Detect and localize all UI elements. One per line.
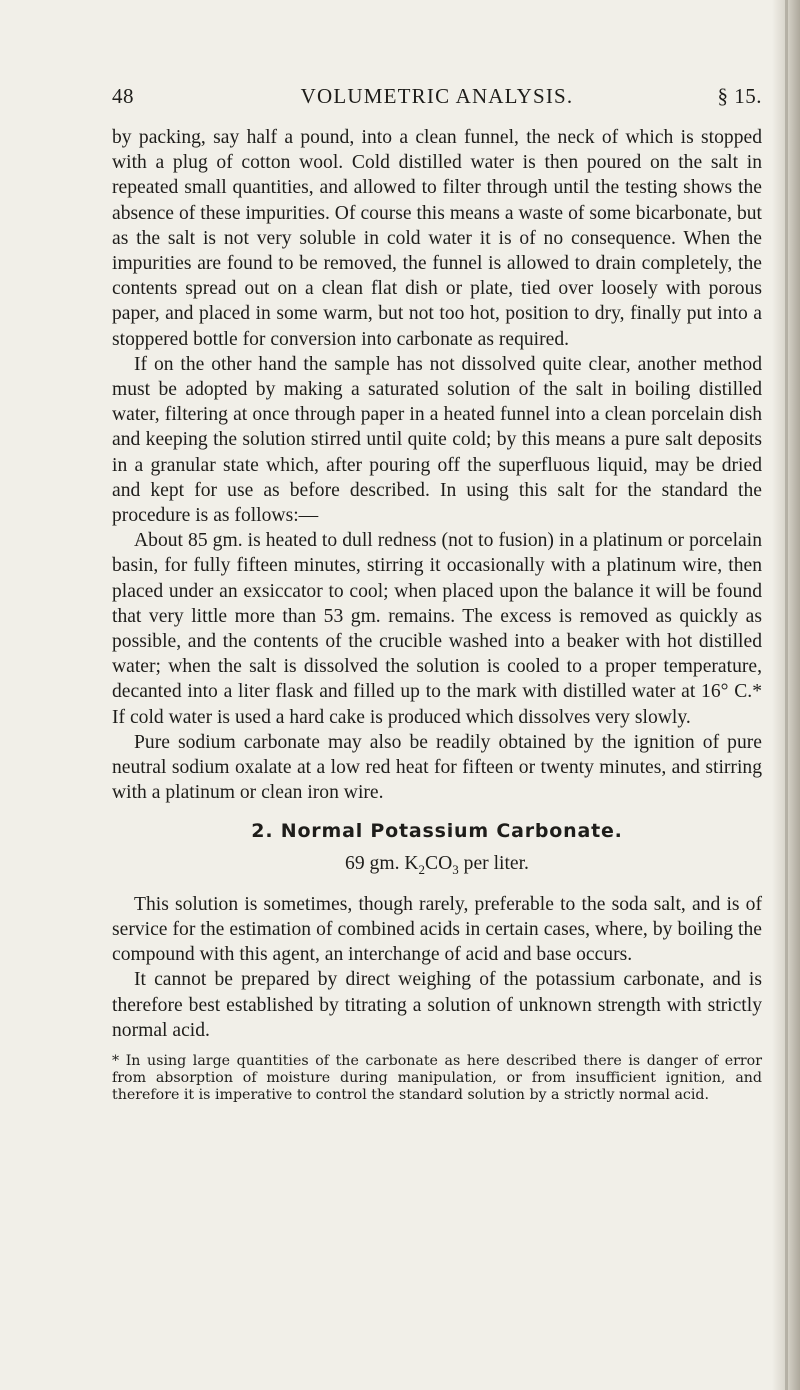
paragraph-potassium-prep: It cannot be prepared by direct weighing of the potassium carbonate, and is therefore best established by titrating a solution of unknown strength with strictly normal acid.	[112, 969, 762, 1041]
formula-suffix: per liter.	[458, 852, 529, 874]
paragraph-potassium-use: This solution is sometimes, though rarely, preferable to the soda salt, and is of service for the estimation of combined acids in certain cases, where, by boiling the compound with this agent, an interchange of acid and base occurs.	[112, 893, 762, 966]
formula-subscript-2: 2	[418, 861, 426, 877]
page-body	[112, 125, 762, 1104]
footnote: * In using large quantities of the carbonate as here described there is danger of error from absorption of moisture during manipulation, or from insufficient ignition, and therefore it is imperative to control the standard solution by a strictly normal acid.	[112, 1053, 762, 1104]
running-title: VOLUMETRIC ANALYSIS.	[300, 84, 574, 108]
page-number: 48	[112, 84, 134, 108]
paragraph-continuation: by packing, say half a pound, into a clean funnel, the neck of which is stopped with a plug of cotton wool. Cold distilled water is then poured on the salt in repeated small quantities, and allowed to filter through until the testing shows the absence of these impurities. Of course this means a waste of some bicarbonate, but as the salt is not very soluble in cold water it is of no consequence. When the impurities are found to be removed, the funnel is allowed to drain completely, the contents spread out on a clean flat dish or plate, tied over loosely with porous paper, and placed in some warm, but not too hot, position to dry, finally put into a stoppered bottle for conversion into carbonate as required.	[112, 127, 762, 350]
section-number: § 15.	[717, 84, 762, 108]
paragraph-oxalate: Pure sodium carbonate may also be readily obtained by the ignition of pure neutral sodium oxalate at a low red heat for fifteen or twenty minutes, and stirring with a platinum or clean iron wire.	[112, 731, 762, 804]
paragraph-procedure: About 85 gm. is heated to dull redness (not to fusion) in a platinum or porcelain basin, for fully fifteen minutes, stirring it occasionally with a platinum wire, then placed under an exsiccator to cool; when placed upon the balance it will be found that very little more than 53 gm. remains. The excess is removed as quickly as possible, and the contents of the crucible washed into a beaker with hot distilled water; when the salt is dissolved the solution is cooled to a proper temperature, decanted into a liter flask and filled up to the mark with distilled water at 16° C.* If cold water is used a hard cake is produced which dissolves very slowly.	[112, 530, 762, 728]
section-heading: 2. Normal Potassium Carbonate.	[251, 820, 623, 843]
scan-edge-line	[785, 0, 788, 1390]
formula-mid: CO	[425, 852, 453, 874]
running-header	[112, 84, 762, 114]
formula-prefix: 69 gm. K	[345, 852, 419, 874]
paragraph-alternate-method: If on the other hand the sample has not dissolved quite clear, another method must be adopted by making a saturated solution of the salt in boiling distilled water, filtering at once through paper in a heated funnel into a clean porcelain dish and keeping the solution stirred until quite cold; by this means a pure salt deposits in a granular state which, after pouring off the superfluous liquid, may be dried and kept for use as before described. In using this salt for the standard the procedure is as follows:—	[112, 353, 762, 527]
formula-line	[112, 851, 762, 882]
formula-subscript-3: 3	[452, 861, 459, 877]
